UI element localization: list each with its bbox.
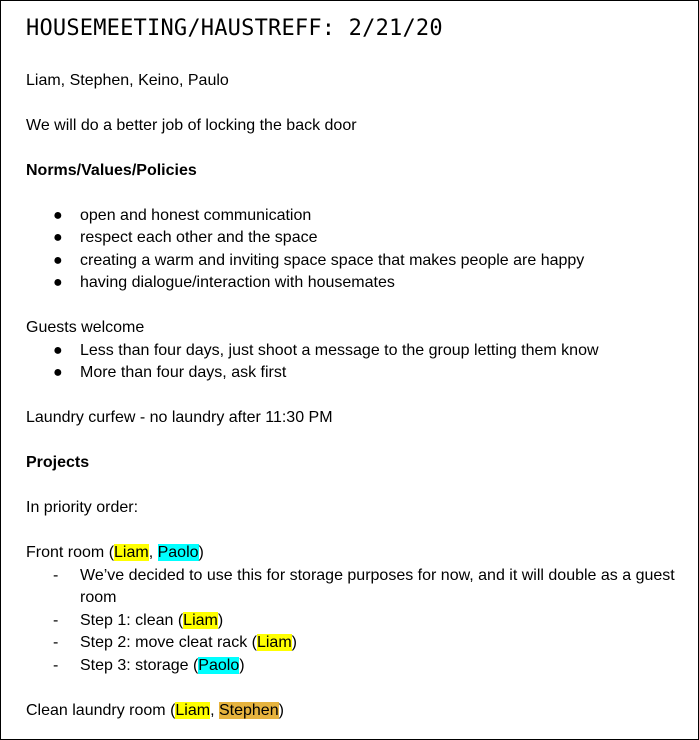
close-paren: ) <box>239 657 245 674</box>
dash-marker: - <box>53 612 59 629</box>
norms-item: creating a warm and inviting space space that makes people are happy <box>80 252 585 269</box>
separator: , <box>210 702 219 719</box>
step-label: Step 1: clean ( <box>80 612 184 629</box>
owner-highlight: Liam <box>256 634 292 651</box>
close-paren: ) <box>278 702 284 719</box>
bullet-icon: ● <box>53 342 63 359</box>
bullet-icon: ● <box>53 252 63 269</box>
dash-marker: - <box>53 567 59 584</box>
document-title: HOUSEMEETING/HAUSTREFF: 2/21/20 <box>26 16 443 41</box>
owner-highlight: Paolo <box>198 657 240 674</box>
owner-highlight: Liam <box>114 544 149 561</box>
guests-item: More than four days, ask first <box>80 364 287 381</box>
bullet-icon: ● <box>53 274 63 291</box>
bullet-icon: ● <box>53 364 63 381</box>
bullet-icon: ● <box>53 229 63 246</box>
norms-item: respect each other and the space <box>80 229 318 246</box>
owner-highlight: Stephen <box>218 702 279 719</box>
bullet-icon: ● <box>53 207 63 224</box>
step-label: Step 2: move cleat rack ( <box>80 634 257 651</box>
step-1 <box>80 610 223 632</box>
dash-marker: - <box>53 634 59 651</box>
separator: , <box>148 544 158 561</box>
owner-highlight: Paolo <box>157 544 199 561</box>
priority-label: In priority order: <box>26 499 139 516</box>
front-room-label: Front room ( <box>26 544 115 561</box>
norms-item: open and honest communication <box>80 207 312 224</box>
step-3 <box>80 655 245 677</box>
step-label: Step 3: storage ( <box>80 657 199 674</box>
front-room-description: We’ve decided to use this for storage purposes for now, and it will double as a guest <box>80 567 675 584</box>
attendees: Liam, Stephen, Keino, Paulo <box>26 72 229 89</box>
laundry-curfew: Laundry curfew - no laundry after 11:30 PM <box>26 409 333 426</box>
guests-heading: Guests welcome <box>26 319 145 336</box>
owner-highlight: Liam <box>183 612 218 629</box>
close-paren: ) <box>217 612 224 629</box>
back-door-note: We will do a better job of locking the back door <box>26 117 357 134</box>
front-room-line <box>26 542 204 564</box>
dash-marker: - <box>53 657 59 674</box>
step-2 <box>80 632 297 654</box>
guests-item: Less than four days, just shoot a message to the group letting them know <box>80 342 599 359</box>
laundry-room-line <box>26 700 284 722</box>
laundry-room-label: Clean laundry room ( <box>26 702 176 719</box>
close-paren: ) <box>291 634 297 651</box>
front-room-description-cont: room <box>80 589 117 606</box>
close-paren: ) <box>198 544 204 561</box>
norms-item: having dialogue/interaction with housemates <box>80 274 395 291</box>
owner-highlight: Liam <box>175 702 211 719</box>
norms-heading: Norms/Values/Policies <box>26 162 197 179</box>
projects-heading: Projects <box>26 454 90 471</box>
